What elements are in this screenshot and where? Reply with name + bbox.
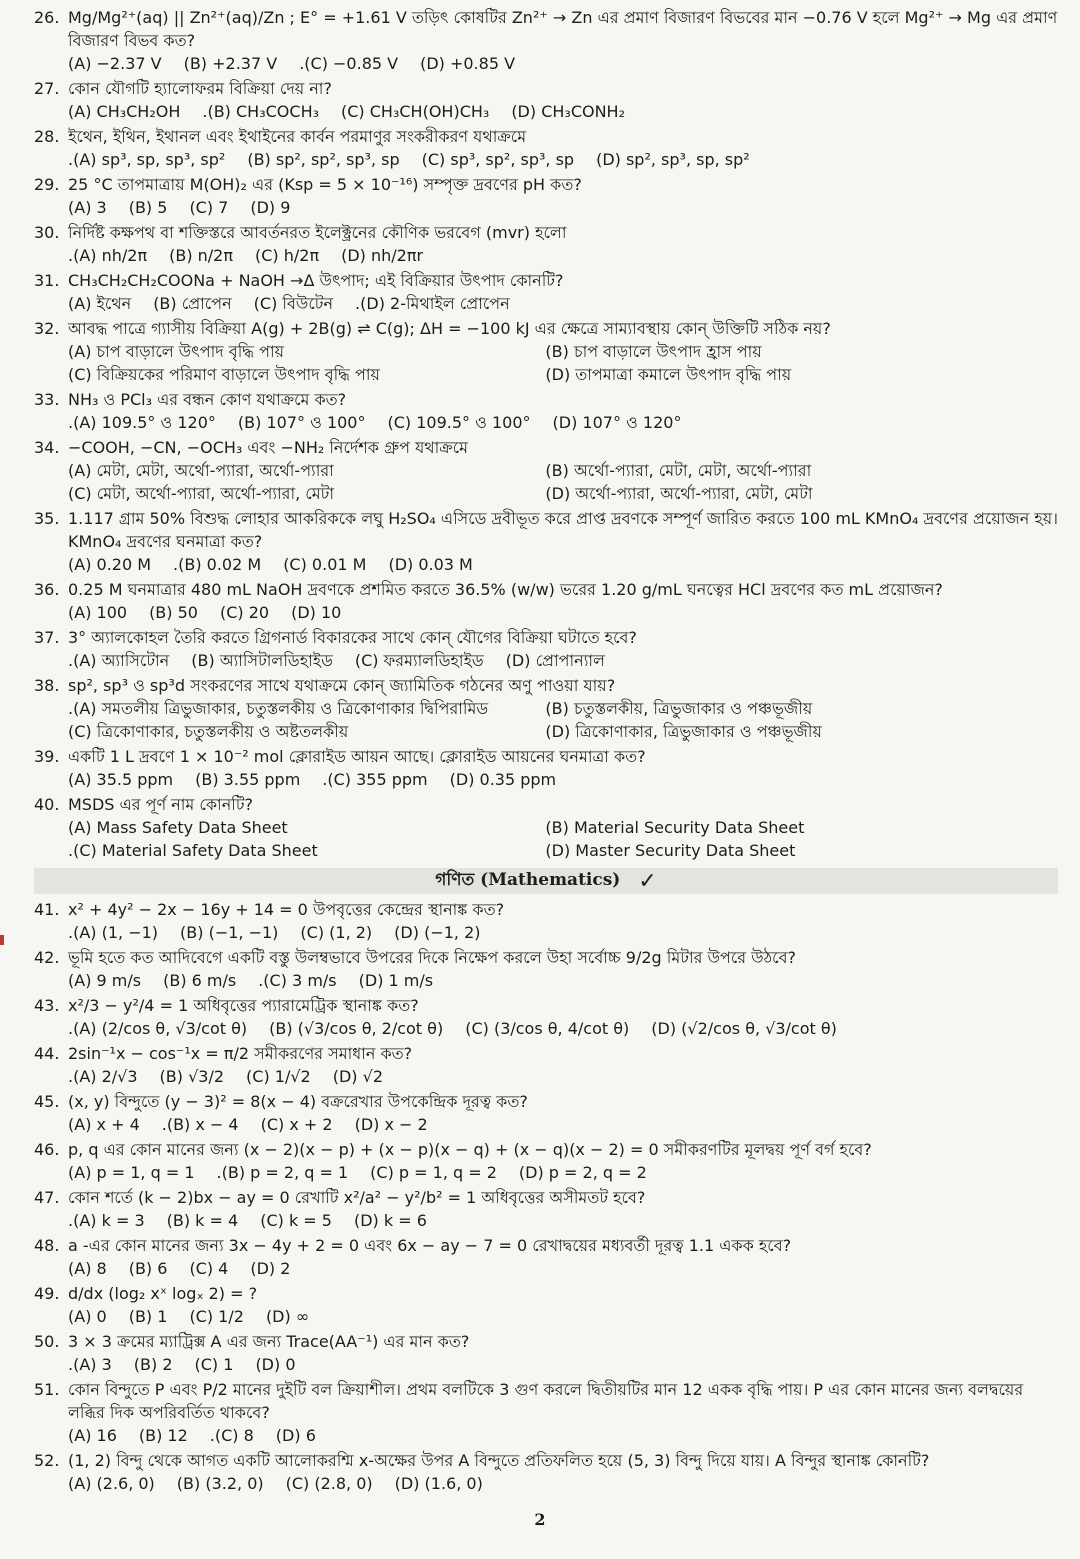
- question-number: 28.: [34, 127, 60, 146]
- question-body: [68, 946, 1058, 992]
- answer-options: [68, 921, 1058, 944]
- answer-option: (D) p = 2, q = 2: [518, 1163, 647, 1182]
- question-number: 32.: [34, 319, 60, 338]
- question-body: [68, 317, 1058, 386]
- answer-option: (D) অর্থো-প্যারা, অর্থো-প্যারা, মেটা, মেটা: [545, 484, 813, 503]
- answer-option: (D) 0.03 M: [388, 555, 473, 574]
- answer-option: .(A) sp³, sp, sp³, sp²: [68, 150, 226, 169]
- question-text: a -এর কোন মানের জন্য 3x − 4y + 2 = 0 এবং 6x − ay − 7 = 0 রেখাদ্বয়ের মধ্যবর্তী দূরত্ব 1.1 একক হবে?: [68, 1236, 792, 1255]
- answer-options: [68, 1257, 1058, 1280]
- question-number: 30.: [34, 223, 60, 242]
- question-body: [68, 1449, 1058, 1495]
- answer-option: .(A) 3: [68, 1355, 112, 1374]
- answer-option: (D) 6: [275, 1426, 316, 1445]
- question-number: 44.: [34, 1044, 60, 1063]
- question-body: [68, 507, 1058, 576]
- answer-option: (D) nh/2πr: [341, 246, 424, 265]
- question-text: ভূমি হতে কত আদিবেগে একটি বস্তু উলম্বভাবে উপরের দিকে নিক্ষেপ করলে উহা সর্বোচ্চ 9/2g মিটার উপরে উঠবে?: [68, 948, 796, 967]
- question-body: [68, 1330, 1058, 1376]
- question-text: sp², sp³ ও sp³d সংকরণের সাথে যথাক্রমে কোন্‌ জ্যামিতিক গঠনের অণু পাওয়া যায়?: [68, 676, 616, 695]
- answer-option: (A) 0.20 M: [68, 555, 152, 574]
- question-text: কোন যৌগটি হ্যালোফরম বিক্রিয়া দেয় না?: [68, 79, 332, 98]
- question-number: 46.: [34, 1140, 60, 1159]
- answer-option: (D) ত্রিকোণাকার, ত্রিভুজাকার ও পঞ্চভূজীয়: [545, 722, 822, 741]
- section-title: গণিত (Mathematics): [435, 870, 621, 890]
- question-text: 3 × 3 ক্রমের ম্যাট্রিক্স A এর জন্য Trace(AA⁻¹) এর মান কত?: [68, 1332, 470, 1351]
- page-number: 2: [534, 1510, 546, 1529]
- answer-options: [68, 1472, 1058, 1495]
- answer-option: (D) প্রোপান্যাল: [505, 651, 605, 670]
- answer-option: (D) ∞: [265, 1307, 310, 1326]
- question-text: ইথেন, ইথিন, ইথানল এবং ইথাইনের কার্বন পরমাণুর সংকরীকরণ যথাক্রমে: [68, 127, 527, 146]
- question-body: [68, 388, 1058, 434]
- question-body: [68, 793, 1058, 862]
- answer-option: (A) 35.5 ppm: [68, 770, 174, 789]
- answer-option: (C) 0.01 M: [283, 555, 367, 574]
- answer-options: [68, 52, 1058, 75]
- question-number: 39.: [34, 747, 60, 766]
- answer-option: (D) x − 2: [354, 1115, 428, 1134]
- answer-option: (A) 16: [68, 1426, 117, 1445]
- answer-options: [68, 244, 1058, 267]
- answer-options: [68, 1017, 1058, 1040]
- answer-option: (C) মেটা, অর্থো-প্যারা, অর্থো-প্যারা, মেটা: [68, 484, 335, 503]
- answer-option: (D) sp², sp³, sp, sp²: [596, 150, 750, 169]
- answer-option: .(C) 8: [209, 1426, 254, 1445]
- question-text: NH₃ ও PCl₃ এর বন্ধন কোণ যথাক্রমে কত?: [68, 390, 347, 409]
- answer-options: [68, 1113, 1058, 1136]
- answer-options: [68, 1209, 1058, 1232]
- question-number: 36.: [34, 580, 60, 599]
- answer-option: (C) h/2π: [254, 246, 320, 265]
- question-number: 34.: [34, 438, 60, 457]
- question: [34, 1090, 1058, 1136]
- answer-options: [68, 768, 1058, 791]
- answer-option: .(A) 109.5° ও 120°: [68, 413, 216, 432]
- answer-option: (A) 100: [68, 603, 128, 622]
- answer-options: [68, 1161, 1058, 1184]
- answer-option: (C) 20: [219, 603, 270, 622]
- question-text: MSDS এর পূর্ণ নাম কোনটি?: [68, 795, 254, 814]
- answer-option: (D) √2: [332, 1067, 383, 1086]
- question: [34, 1378, 1058, 1447]
- answer-option: (B) 3.55 ppm: [195, 770, 301, 789]
- answer-options: [68, 459, 1058, 505]
- question: [34, 317, 1058, 386]
- question-body: [68, 1138, 1058, 1184]
- question-body: [68, 125, 1058, 171]
- answer-option: (B) (√3/cos θ, 2/cot θ): [269, 1019, 444, 1038]
- question-body: [68, 173, 1058, 219]
- question-number: 31.: [34, 271, 60, 290]
- answer-option: .(A) (1, −1): [68, 923, 159, 942]
- question: [34, 1138, 1058, 1184]
- question: [34, 221, 1058, 267]
- question-text: নির্দিষ্ট কক্ষপথ বা শক্তিস্তরে আবর্তনরত ইলেক্ট্রনের কৌণিক ভরবেগ (mvr) হলো: [68, 223, 567, 242]
- question: [34, 77, 1058, 123]
- question: [34, 388, 1058, 434]
- question-text: একটি 1 L দ্রবণে 1 × 10⁻² mol ক্লোরাইড আয়ন আছে। ক্লোরাইড আয়নের ঘনমাত্রা কত?: [68, 747, 646, 766]
- question-number: 51.: [34, 1380, 60, 1399]
- answer-option: (D) তাপমাত্রা কমালে উৎপাদ বৃদ্ধি পায়: [545, 365, 792, 384]
- answer-option: (D) 107° ও 120°: [552, 413, 682, 432]
- answer-option: (C) x + 2: [260, 1115, 333, 1134]
- answer-options: [68, 340, 1058, 386]
- question: [34, 1042, 1058, 1088]
- question-number: 52.: [34, 1451, 60, 1470]
- answer-options: [68, 601, 1058, 624]
- answer-option: (A) 0: [68, 1307, 107, 1326]
- answer-options: [68, 292, 1058, 315]
- answer-option: (B) 6 m/s: [163, 971, 237, 990]
- answer-option: (D) +0.85 V: [420, 54, 516, 73]
- answer-option: (A) ইথেন: [68, 294, 132, 313]
- answer-option: (D) (1.6, 0): [394, 1474, 483, 1493]
- answer-option: (B) n/2π: [169, 246, 233, 265]
- answer-option: (C) (1, 2): [300, 923, 373, 942]
- answer-option: (C) sp³, sp², sp³, sp: [421, 150, 575, 169]
- answer-option: (D) CH₃CONH₂: [511, 102, 625, 121]
- answer-option: (C) বিউটেন: [253, 294, 334, 313]
- mathematics-question-list: [34, 898, 1058, 1495]
- section-header-mathematics: [34, 868, 1058, 894]
- answer-options: [68, 411, 1058, 434]
- answer-option: (B) 6: [128, 1259, 168, 1278]
- question-text: −COOH, −CN, −OCH₃ এবং −NH₂ নির্দেশক গ্রুপ যথাক্রমে: [68, 438, 468, 457]
- answer-option: .(A) সমতলীয় ত্রিভুজাকার, চতুস্তলকীয় ও ত্রিকোণাকার দ্বিপিরামিড: [68, 699, 489, 718]
- answer-option: (C) ফরম্যালডিহাইড: [354, 651, 484, 670]
- answer-option: (C) 7: [189, 198, 229, 217]
- question: [34, 1282, 1058, 1328]
- question-body: [68, 898, 1058, 944]
- question: [34, 269, 1058, 315]
- question: [34, 745, 1058, 791]
- answer-option: (B) চতুস্তলকীয়, ত্রিভুজাকার ও পঞ্চভূজীয়: [545, 699, 813, 718]
- question: [34, 507, 1058, 576]
- answer-options: [68, 969, 1058, 992]
- question: [34, 626, 1058, 672]
- question-number: 37.: [34, 628, 60, 647]
- question: [34, 793, 1058, 862]
- question-body: [68, 221, 1058, 267]
- answer-option: (D) 2: [250, 1259, 291, 1278]
- answer-option: (B) √3/2: [159, 1067, 225, 1086]
- answer-option: (B) +2.37 V: [183, 54, 278, 73]
- answer-option: (A) p = 1, q = 1: [68, 1163, 195, 1182]
- answer-option: (D) 10: [291, 603, 342, 622]
- answer-options: [68, 1353, 1058, 1376]
- question-body: [68, 1234, 1058, 1280]
- answer-option: (B) sp², sp², sp³, sp: [247, 150, 400, 169]
- question: [34, 578, 1058, 624]
- answer-option: (A) 8: [68, 1259, 107, 1278]
- chemistry-question-list: [34, 6, 1058, 862]
- check-mark-icon: ✓: [638, 868, 657, 894]
- question-body: [68, 1378, 1058, 1447]
- question-text: 2sin⁻¹x − cos⁻¹x = π/2 সমীকরণের সমাধান কত?: [68, 1044, 413, 1063]
- question-text: x²/3 − y²/4 = 1 অধিবৃত্তের প্যারামেট্রিক স্থানাঙ্ক কত?: [68, 996, 419, 1015]
- answer-options: [68, 1305, 1058, 1328]
- answer-option: (D) (−1, 2): [394, 923, 481, 942]
- answer-option: (A) 9 m/s: [68, 971, 142, 990]
- answer-option: .(C) 3 m/s: [258, 971, 337, 990]
- question: [34, 1234, 1058, 1280]
- answer-options: [68, 649, 1058, 672]
- answer-option: (A) (2.6, 0): [68, 1474, 155, 1493]
- question: [34, 1186, 1058, 1232]
- answer-option: (A) মেটা, মেটা, অর্থো-প্যারা, অর্থো-প্যারা: [68, 461, 334, 480]
- answer-option: (C) (3/cos θ, 4/cot θ): [465, 1019, 630, 1038]
- answer-option: (D) Master Security Data Sheet: [545, 841, 796, 860]
- question-number: 40.: [34, 795, 60, 814]
- question: [34, 674, 1058, 743]
- answer-option: .(A) nh/2π: [68, 246, 148, 265]
- answer-option: .(A) k = 3: [68, 1211, 145, 1230]
- question-number: 48.: [34, 1236, 60, 1255]
- answer-option: (D) 9: [250, 198, 291, 217]
- question-number: 47.: [34, 1188, 60, 1207]
- answer-options: [68, 697, 1058, 743]
- question: [34, 173, 1058, 219]
- answer-option: (D) 0.35 ppm: [449, 770, 557, 789]
- answer-option: .(C) 355 ppm: [322, 770, 428, 789]
- question-body: [68, 269, 1058, 315]
- question-text: (1, 2) বিন্দু থেকে আগত একটি আলোকরশ্মি x-অক্ষের উপর A বিন্দুতে প্রতিফলিত হয়ে (5, 3) বিন্দু দিয়ে যায়। A বিন্দুর স্থানাঙ্ক কোনটি?: [68, 1451, 930, 1470]
- answer-option: (B) Material Security Data Sheet: [545, 818, 805, 837]
- answer-options: [68, 196, 1058, 219]
- answer-option: (B) 50: [149, 603, 198, 622]
- question-body: [68, 674, 1058, 743]
- answer-option: .(C) Material Safety Data Sheet: [68, 841, 318, 860]
- answer-option: (C) বিক্রিয়কের পরিমাণ বাড়ালে উৎপাদ বৃদ্ধি পায়: [68, 365, 380, 384]
- question: [34, 6, 1058, 75]
- question-number: 49.: [34, 1284, 60, 1303]
- question: [34, 946, 1058, 992]
- answer-option: .(C) −0.85 V: [299, 54, 399, 73]
- question-body: [68, 578, 1058, 624]
- answer-options: [68, 816, 1058, 862]
- answer-option: (C) p = 1, q = 2: [370, 1163, 497, 1182]
- answer-option: (C) 4: [189, 1259, 229, 1278]
- question-text: CH₃CH₂CH₂COONa + NaOH →Δ উৎপাদ; এই বিক্রিয়ার উৎপাদ কোনটি?: [68, 271, 564, 290]
- answer-option: (D) 1 m/s: [358, 971, 434, 990]
- question-text: আবদ্ধ পাত্রে গ্যাসীয় বিক্রিয়া A(g) + 2B(g) ⇌ C(g); ΔH = −100 kJ এর ক্ষেত্রে সাম্যাবস্থায় কোন্‌ উক্তিটি সঠিক নয়?: [68, 319, 831, 338]
- answer-option: (D) (√2/cos θ, √3/cot θ): [651, 1019, 837, 1038]
- question-text: Mg/Mg²⁺(aq) || Zn²⁺(aq)/Zn ; E° = +1.61 V তড়িৎ কোষটির Zn²⁺ → Zn এর প্রমাণ বিজারণ বিভবের মান −0.76 V হলে Mg²⁺ → Mg এর প্রমাণ বিজারণ বিভব কত?: [68, 8, 1058, 50]
- question: [34, 898, 1058, 944]
- question: [34, 994, 1058, 1040]
- answer-option: (B) 12: [138, 1426, 188, 1445]
- answer-option: (B) (−1, −1): [180, 923, 279, 942]
- answer-option: .(B) p = 2, q = 1: [216, 1163, 349, 1182]
- question-number: 33.: [34, 390, 60, 409]
- question-text: 1.117 গ্রাম 50% বিশুদ্ধ লোহার আকরিককে লঘু H₂SO₄ এসিডে দ্রবীভূত করে প্রাপ্ত দ্রবণকে সম্পূর্ণ জারিত করতে 100 mL KMnO₄ দ্রবণের প্রয়োজন হয়। KMnO₄ দ্রবণের ঘনমাত্রা কত?: [68, 509, 1058, 551]
- question-number: 27.: [34, 79, 60, 98]
- answer-option: (D) k = 6: [353, 1211, 427, 1230]
- answer-option: .(B) 0.02 M: [173, 555, 262, 574]
- question-number: 41.: [34, 900, 60, 919]
- question-number: 35.: [34, 509, 60, 528]
- answer-option: (C) k = 5: [260, 1211, 332, 1230]
- question-body: [68, 994, 1058, 1040]
- question-text: কোন শর্তে (k − 2)bx − ay = 0 রেখাটি x²/a² − y²/b² = 1 অধিবৃত্তের অসীমতট হবে?: [68, 1188, 646, 1207]
- answer-option: (A) 3: [68, 198, 107, 217]
- answer-options: [68, 1424, 1058, 1447]
- answer-option: (B) 2: [133, 1355, 173, 1374]
- question-body: [68, 1090, 1058, 1136]
- question-body: [68, 77, 1058, 123]
- question-body: [68, 745, 1058, 791]
- answer-option: (B) 5: [128, 198, 168, 217]
- question-number: 38.: [34, 676, 60, 695]
- answer-option: (C) 1/2: [189, 1307, 244, 1326]
- answer-options: [68, 100, 1058, 123]
- answer-option: (D) 0: [255, 1355, 296, 1374]
- answer-option: (C) 1/√2: [246, 1067, 311, 1086]
- answer-option: (A) −2.37 V: [68, 54, 162, 73]
- question-body: [68, 6, 1058, 75]
- answer-option: .(A) (2/cos θ, √3/cot θ): [68, 1019, 248, 1038]
- question-text: 25 °C তাপমাত্রায় M(OH)₂ এর (Ksp = 5 × 10⁻¹⁶) সম্পৃক্ত দ্রবণের pH কত?: [68, 175, 582, 194]
- answer-option: .(B) x − 4: [161, 1115, 239, 1134]
- question-number: 45.: [34, 1092, 60, 1111]
- answer-option: (C) CH₃CH(OH)CH₃: [341, 102, 490, 121]
- answer-option: (B) (3.2, 0): [176, 1474, 264, 1493]
- answer-option: .(A) অ্যাসিটোন: [68, 651, 170, 670]
- answer-option: .(A) 2/√3: [68, 1067, 138, 1086]
- question-body: [68, 1186, 1058, 1232]
- question: [34, 1330, 1058, 1376]
- answer-option: (B) অ্যাসিটালডিহাইড: [191, 651, 333, 670]
- answer-option: (B) 1: [128, 1307, 168, 1326]
- question-number: 43.: [34, 996, 60, 1015]
- question-body: [68, 1282, 1058, 1328]
- question-text: p, q এর কোন মানের জন্য (x − 2)(x − p) + (x − p)(x − q) + (x − q)(x − 2) = 0 সমীকরণটির মূলদ্বয় পূর্ণ বর্গ হবে?: [68, 1140, 872, 1159]
- question-text: (x, y) বিন্দুতে (y − 3)² = 8(x − 4) বক্ররেখার উপকেন্দ্রিক দূরত্ব কত?: [68, 1092, 528, 1111]
- question-number: 42.: [34, 948, 60, 967]
- answer-option: (B) প্রোপেন: [153, 294, 232, 313]
- question-text: x² + 4y² − 2x − 16y + 14 = 0 উপবৃত্তের কেন্দ্রের স্থানাঙ্ক কত?: [68, 900, 505, 919]
- question-text: 3° অ্যালকোহল তৈরি করতে গ্রিগনার্ড বিকারকের সাথে কোন্‌ যৌগের বিক্রিয়া ঘটাতে হবে?: [68, 628, 637, 647]
- question-text: d/dx (log₂ xˣ logₓ 2) = ?: [68, 1284, 258, 1303]
- answer-option: (C) ত্রিকোণাকার, চতুস্তলকীয় ও অষ্টতলকীয়: [68, 722, 349, 741]
- question: [34, 1449, 1058, 1495]
- answer-option: (B) অর্থো-প্যারা, মেটা, মেটা, অর্থো-প্যারা: [545, 461, 812, 480]
- question: [34, 436, 1058, 505]
- answer-options: [68, 553, 1058, 576]
- answer-option: (A) চাপ বাড়ালে উৎপাদ বৃদ্ধি পায়: [68, 342, 285, 361]
- question-body: [68, 436, 1058, 505]
- question-text: কোন বিন্দুতে P এবং P/2 মানের দুইটি বল ক্রিয়াশীল। প্রথম বলটিকে 3 গুণ করলে দ্বিতীয়টির মান 12 একক বৃদ্ধি পায়। P এর কোন মানের জন্য বলদ্বয়ের লব্ধির দিক অপরিবর্তিত থাকবে?: [68, 1380, 1024, 1422]
- answer-options: [68, 1065, 1058, 1088]
- margin-mark: [0, 935, 4, 945]
- answer-option: .(D) 2-মিথাইল প্রোপেন: [355, 294, 510, 313]
- question-text: 0.25 M ঘনমাত্রার 480 mL NaOH দ্রবণকে প্রশমিত করতে 36.5% (w/w) ভরের 1.20 g/mL ঘনত্বের HCl দ্রবণের কত mL প্রয়োজন?: [68, 580, 943, 599]
- answer-options: [68, 148, 1058, 171]
- answer-option: (B) চাপ বাড়ালে উৎপাদ হ্রাস পায়: [545, 342, 762, 361]
- answer-option: (C) 1: [194, 1355, 234, 1374]
- question-body: [68, 626, 1058, 672]
- answer-option: (A) Mass Safety Data Sheet: [68, 818, 288, 837]
- question: [34, 125, 1058, 171]
- answer-option: (B) 107° ও 100°: [237, 413, 366, 432]
- answer-option: (A) CH₃CH₂OH: [68, 102, 181, 121]
- answer-option: (C) (2.8, 0): [285, 1474, 373, 1493]
- question-number: 26.: [34, 8, 60, 27]
- answer-option: (C) 109.5° ও 100°: [387, 413, 531, 432]
- question-number: 29.: [34, 175, 60, 194]
- question-body: [68, 1042, 1058, 1088]
- answer-option: (B) k = 4: [166, 1211, 239, 1230]
- answer-option: (A) x + 4: [68, 1115, 140, 1134]
- answer-option: .(B) CH₃COCH₃: [202, 102, 320, 121]
- question-number: 50.: [34, 1332, 60, 1351]
